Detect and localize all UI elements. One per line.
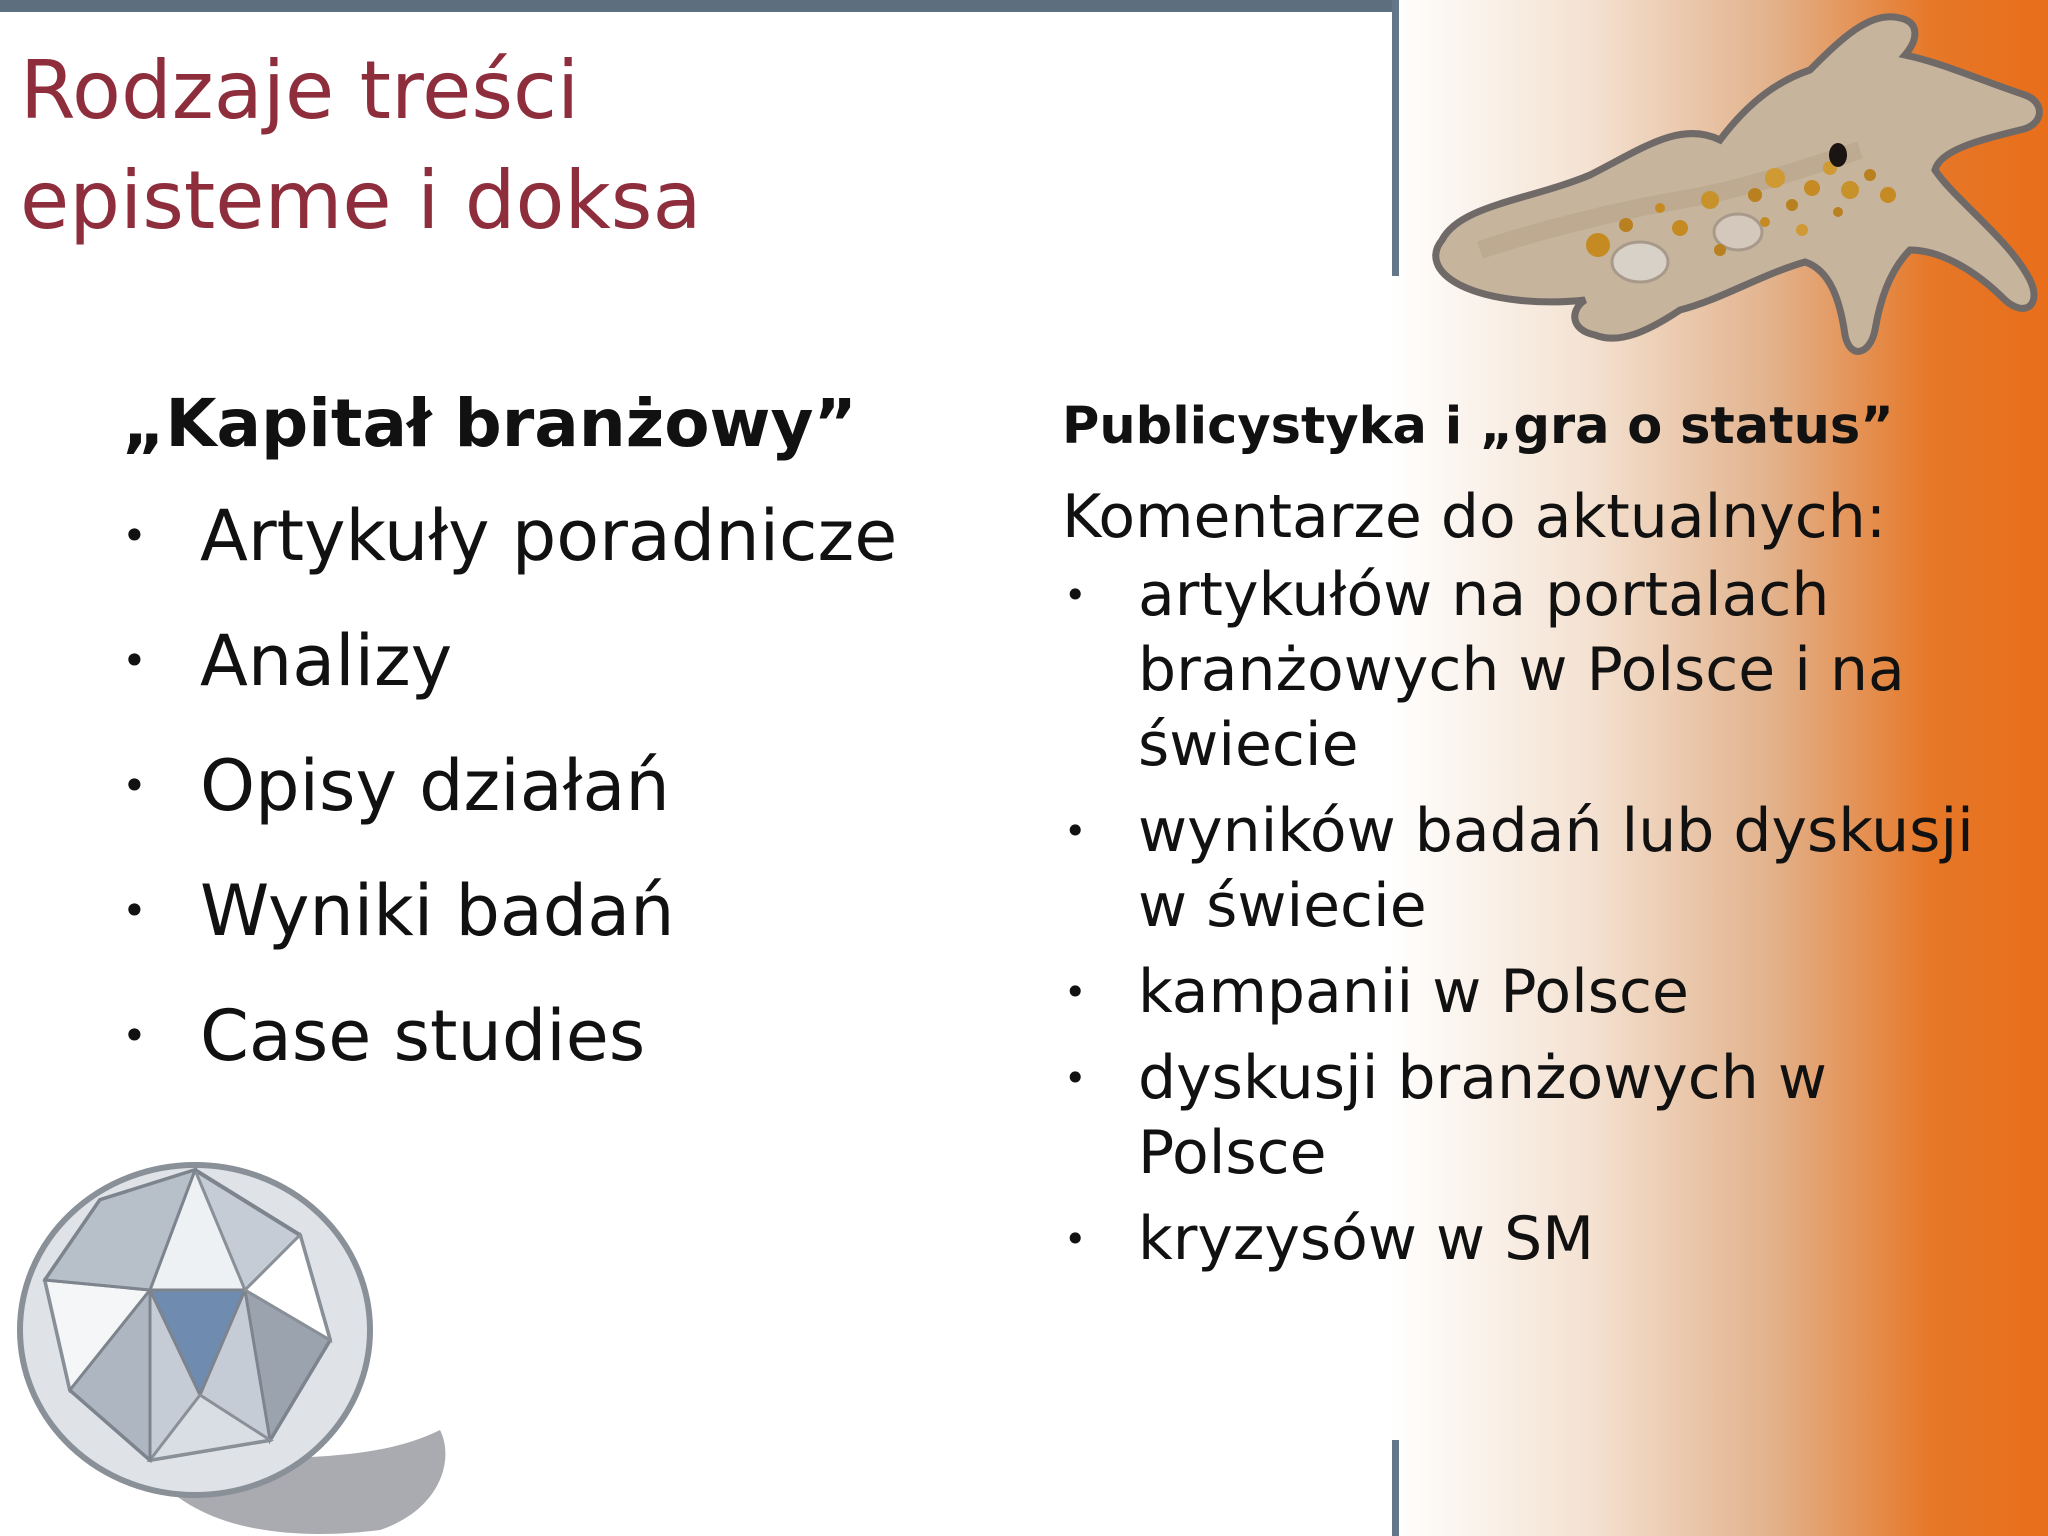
list-item-text: kampanii w Polsce (1138, 957, 1689, 1027)
list-item (1062, 1041, 2018, 1191)
right-bullet-list (1062, 558, 2002, 1277)
list-item-text: Analizy (200, 620, 453, 702)
bullet-glyph: • (122, 636, 147, 685)
top-accent-bar (0, 0, 1398, 12)
title-line-1: Rodzaje treści (20, 44, 580, 137)
list-item-text: dyskusji branżowych w Polsce (1138, 1043, 1827, 1188)
diamond-image (0, 1140, 470, 1536)
list-item-text: wyników badań lub dyskusji w świecie (1138, 796, 1974, 941)
list-item-text: Case studies (200, 995, 646, 1077)
bullet-glyph: • (122, 886, 147, 935)
list-item-text: artykułów na portalach branżowych w Polsce i na świecie (1138, 560, 1905, 780)
list-item-text: Artykuły poradnicze (200, 495, 898, 577)
list-item-text: Opisy działań (200, 745, 670, 827)
list-item (122, 617, 1022, 705)
bullet-glyph: • (1064, 970, 1087, 1014)
list-item (122, 742, 1022, 830)
left-bullet-list (122, 492, 1022, 1080)
list-item (122, 867, 1022, 955)
list-item (1062, 558, 2018, 783)
left-heading: „Kapitał branżowy” (122, 385, 857, 462)
bullet-glyph: • (122, 511, 147, 560)
title-line-2: episteme i doksa (20, 154, 702, 247)
list-item (1062, 955, 2018, 1030)
list-item-text: Wyniki badań (200, 870, 675, 952)
list-item (122, 492, 1022, 580)
amoeba-image (1420, 0, 2048, 400)
list-item (122, 992, 1022, 1080)
list-item-text: kryzysów w SM (1138, 1204, 1595, 1274)
bullet-glyph: • (1064, 1217, 1087, 1261)
bullet-glyph: • (1064, 809, 1087, 853)
list-item (1062, 794, 2018, 944)
slide-title (20, 36, 701, 256)
right-heading: Publicystyka i „gra o status” (1062, 397, 1894, 456)
vertical-divider-bottom (1392, 1440, 1399, 1536)
bullet-glyph: • (122, 761, 147, 810)
right-intro: Komentarze do aktualnych: (1062, 482, 1887, 552)
bullet-glyph: • (1064, 1056, 1087, 1100)
bullet-glyph: • (122, 1011, 147, 1060)
bullet-glyph: • (1064, 573, 1087, 617)
right-column (1062, 390, 2002, 1288)
vertical-divider-top (1392, 0, 1399, 276)
list-item (1062, 1202, 2018, 1277)
left-column (122, 380, 1022, 1117)
